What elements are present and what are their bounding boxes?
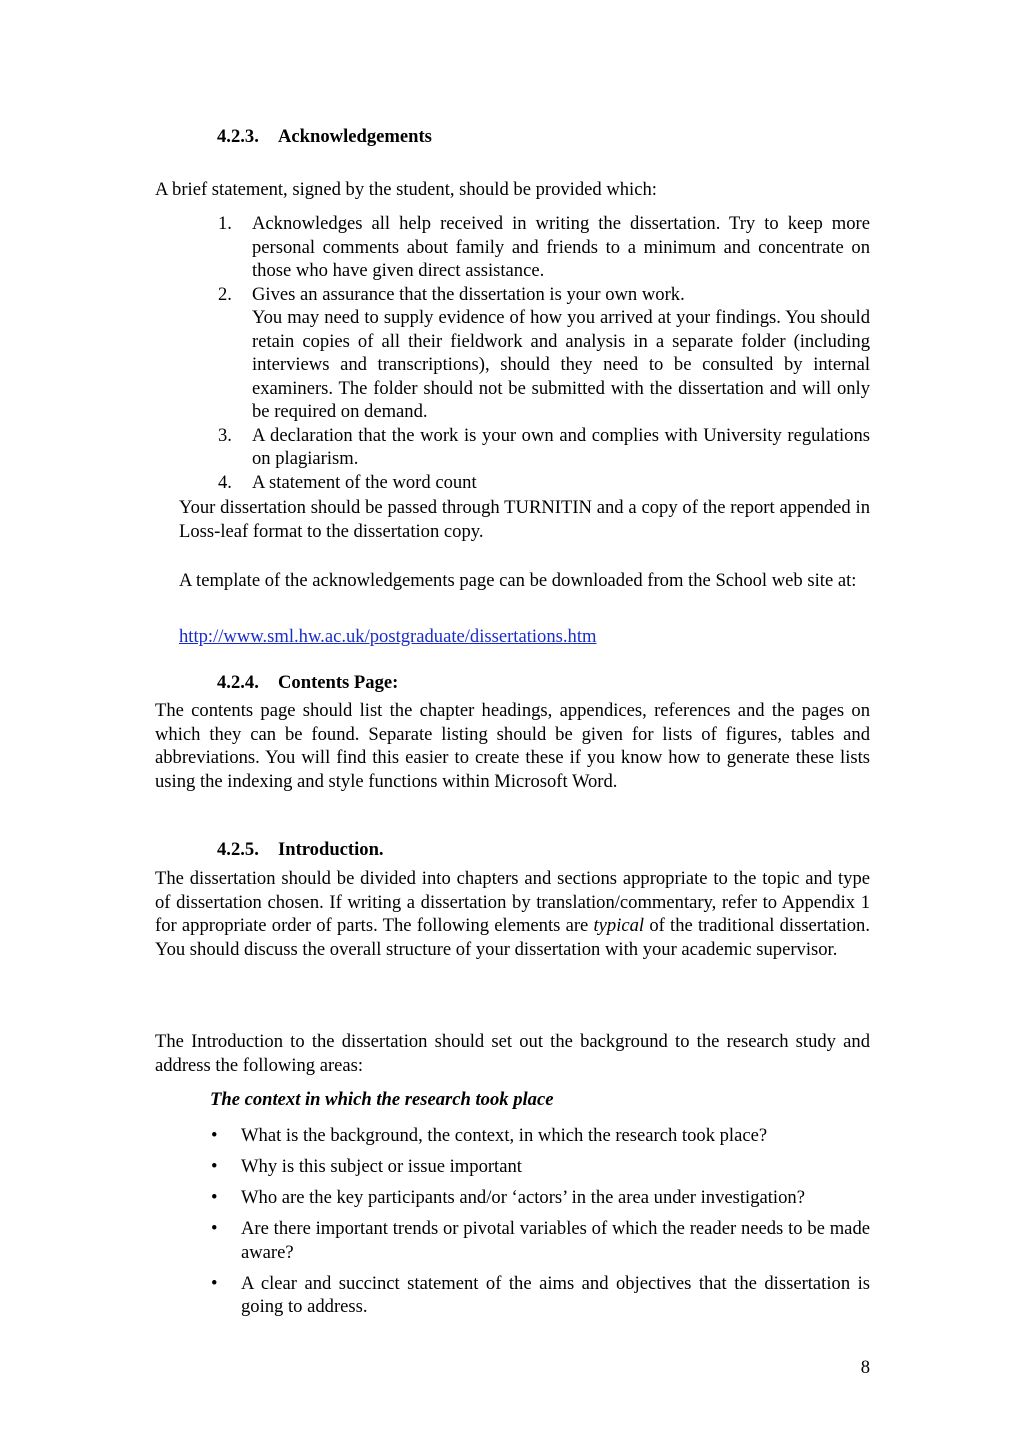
section-title: Acknowledgements xyxy=(278,126,432,147)
bullet-text: Why is this subject or issue important xyxy=(241,1156,522,1177)
introduction-paragraph xyxy=(155,867,870,961)
turnitin-paragraph: Your dissertation should be passed through TURNITIN and a copy of the report appended in Loss-leaf format to the dissertation copy. xyxy=(179,497,870,542)
list-number: 1. xyxy=(218,213,232,234)
bullet-glyph: • xyxy=(211,1125,218,1146)
section-number: 4.2.5. xyxy=(217,839,259,860)
list-item xyxy=(218,471,870,495)
bullet-item xyxy=(211,1155,870,1179)
bullet-item xyxy=(211,1124,870,1148)
bullet-item xyxy=(211,1217,870,1264)
page-number: 8 xyxy=(860,1357,870,1378)
section-heading-introduction xyxy=(217,838,717,862)
context-subheading: The context in which the research took place xyxy=(210,1089,554,1110)
introduction-areas-paragraph: The Introduction to the dissertation should set out the background to the research study and address the following areas: xyxy=(155,1031,870,1076)
context-bullet-list xyxy=(211,1124,870,1326)
bullet-text: What is the background, the context, in which the research took place? xyxy=(241,1125,768,1146)
list-item xyxy=(218,212,870,283)
bullet-text: A clear and succinct statement of the aims and objectives that the dissertation is going to address. xyxy=(241,1272,870,1317)
bullet-glyph: • xyxy=(211,1156,218,1177)
bullet-glyph: • xyxy=(211,1272,218,1294)
list-number: 4. xyxy=(218,471,232,493)
dissertations-link[interactable]: http://www.sml.hw.ac.uk/postgraduate/dissertations.htm xyxy=(179,626,597,647)
template-paragraph: A template of the acknowledgements page can be downloaded from the School web site at: xyxy=(179,570,857,591)
list-item-text: A declaration that the work is your own and complies with University regulations on plagiarism. xyxy=(252,424,870,469)
section-number: 4.2.3. xyxy=(217,126,259,147)
bullet-glyph: • xyxy=(211,1218,218,1239)
contents-page-paragraph: The contents page should list the chapter headings, appendices, references and the pages on which they can be found. Separate listing should be given for lists of figures, tables and abbreviations. You will find this easier to create these if you know how to generate these lists using the indexing and style functions within Microsoft Word. xyxy=(155,700,870,792)
bullet-text: Are there important trends or pivotal variables of which the reader needs to be made aware? xyxy=(241,1218,870,1263)
bullet-item xyxy=(211,1186,870,1210)
emphasis-typical: typical xyxy=(593,915,645,936)
bullet-item xyxy=(211,1272,870,1319)
section-title: Contents Page: xyxy=(278,672,399,693)
list-item-extra-text: You may need to supply evidence of how you arrived at your findings. You should retain copies of all their fieldwork and analysis in a separate folder (including interviews and transcriptions), should they need to be consulted by internal examiners. The folder should not be submitted with the dissertation and will only be required on demand. xyxy=(252,307,870,422)
bullet-text: Who are the key participants and/or ‘actors’ in the area under investigation? xyxy=(241,1187,805,1208)
list-item-text: A statement of the word count xyxy=(252,471,477,493)
acknowledgements-list xyxy=(218,212,870,494)
intro-text-part: of the traditional dissertation. You should discuss the overall structure of your dissertation with your academic supervisor. xyxy=(155,915,870,960)
section-number: 4.2.4. xyxy=(217,672,259,693)
section-heading-contents-page xyxy=(217,671,717,695)
list-item xyxy=(218,424,870,471)
list-item-text: Acknowledges all help received in writing the dissertation. Try to keep more personal comments about family and friends to a minimum and concentrate on those who have given direct assistance. xyxy=(252,213,870,281)
bullet-glyph: • xyxy=(211,1187,218,1208)
section-heading-acknowledgements xyxy=(217,125,717,149)
list-item-text: Gives an assurance that the dissertation is your own work. xyxy=(252,283,685,305)
acknowledgements-intro: A brief statement, signed by the student, should be provided which: xyxy=(155,179,657,200)
list-item xyxy=(218,283,870,424)
intro-text-part: The dissertation should be divided into chapters and sections appropriate to the topic and type of dissertation chosen. If writing a dissertation by translation/commentary, refer to Appendix 1 for appropriate order of parts. The following elements are xyxy=(155,868,870,936)
list-number: 3. xyxy=(218,424,232,446)
section-title: Introduction. xyxy=(278,839,384,860)
list-number: 2. xyxy=(218,283,232,305)
